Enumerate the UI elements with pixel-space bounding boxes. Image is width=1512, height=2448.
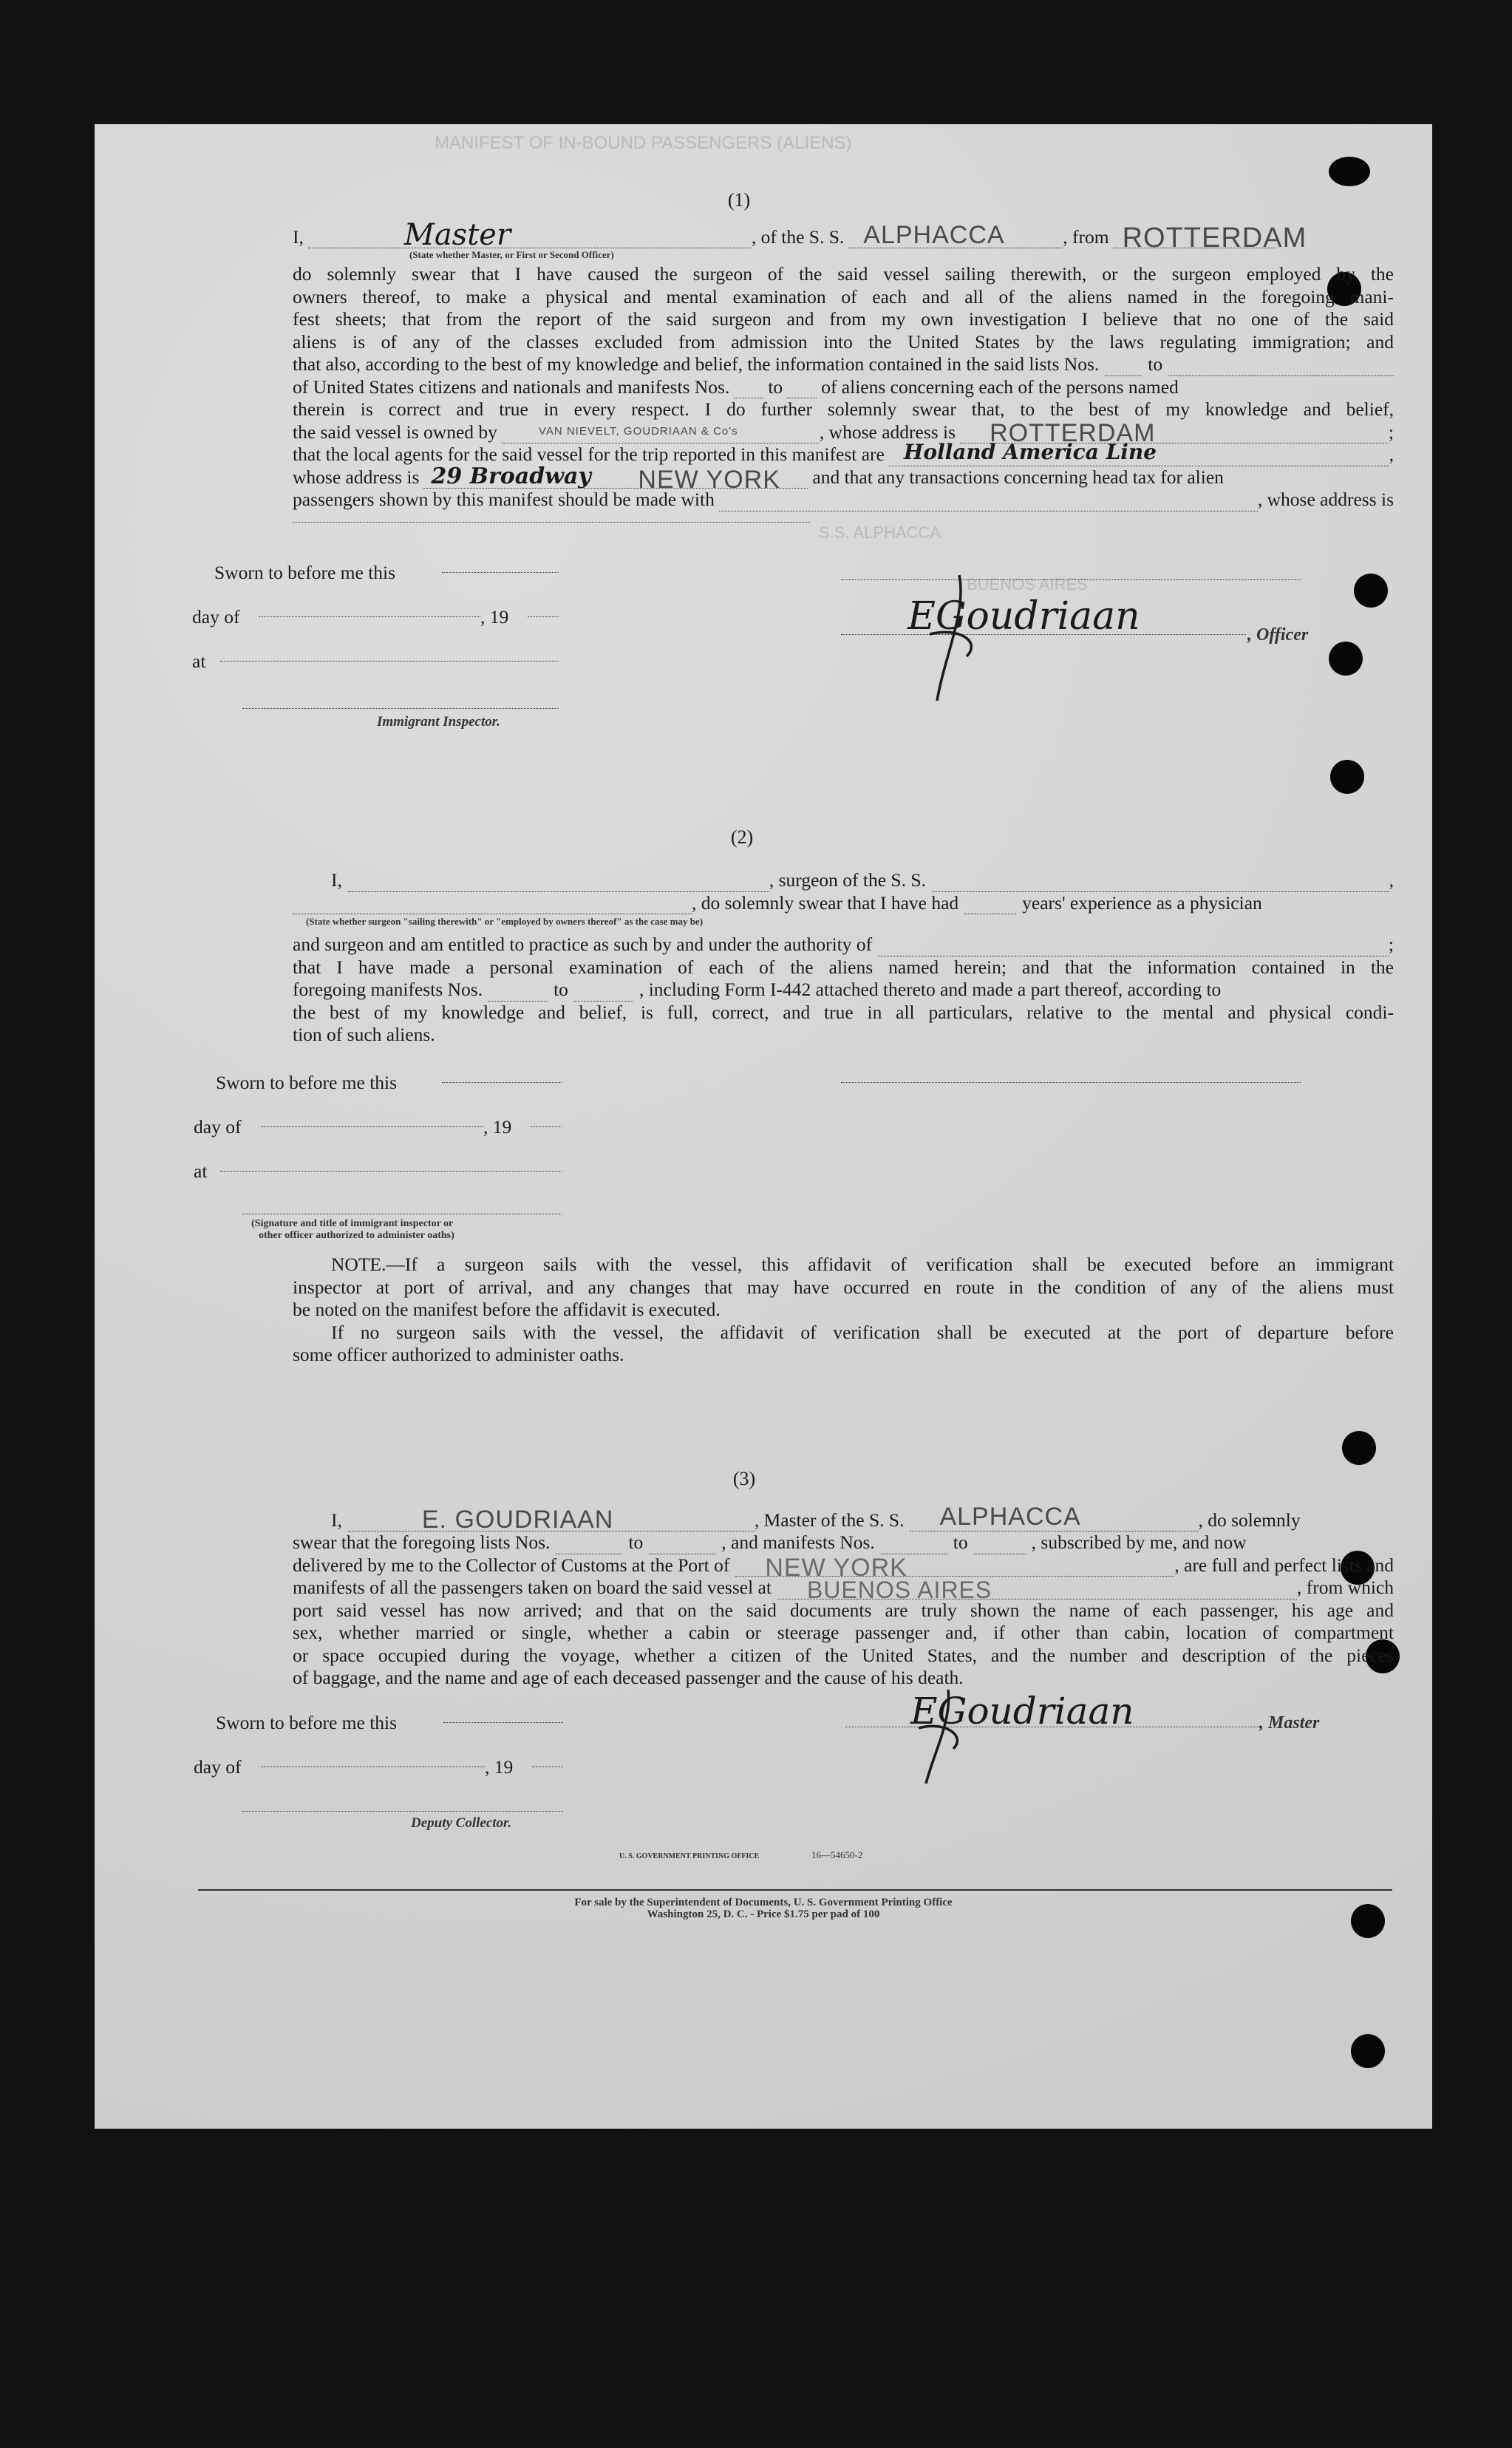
officer-label: , Officer [1247, 625, 1309, 645]
day-of-label-2: day of [194, 1116, 242, 1138]
master-name-field [348, 1505, 755, 1534]
ship-name-field [848, 220, 1063, 249]
section-number-1: (1) [727, 189, 751, 211]
signature-flourish [915, 568, 1004, 708]
signature-note-2a: (Signature and title of immigrant inspector or [251, 1218, 454, 1229]
section-2: I, , surgeon of the S. S. , , do solemnly swear that I have had years' experience as a physician (State whether surgeon "sailing therewith" or "employed by owners thereof" as the case may be) and surgeon and am entitled to practice as such by and under the authority of ; that I have made a personal examination of each of the aliens named herein; and that the information contained in the foregoing manifests Nos. to , including Form I-442 attached thereto and made a part thereof, according to the best of my knowledge and belief, is full, correct, and true in all particulars, relative to the mental and physical condi- tion of such aliens. [293, 869, 1394, 1045]
line-master: I, Master , of the S. S. ALPHACCA , from ROTTERDAM [293, 217, 1307, 254]
agents-handwritten: Holland America Line [903, 440, 1157, 464]
agent-address-field [423, 463, 808, 494]
master-name-stamp: E. GOUDRIAAN [421, 1505, 614, 1534]
deputy-collector-label: Deputy Collector. [411, 1815, 512, 1831]
departure-port-stamp: BUENOS AIRES [806, 1577, 992, 1603]
owner-field [502, 426, 820, 443]
agent-address-stamp: NEW YORK [638, 465, 780, 494]
section-number-2: (2) [730, 826, 754, 848]
form-code: 16—54650-2 [811, 1849, 863, 1860]
signature-note-2b: other officer authorized to administer oaths) [259, 1230, 454, 1241]
bleed-through-text: S.S. ALPHACCA [819, 523, 941, 542]
owner-stamp: VAN NIEVELT, GOUDRIAAN & Co's [538, 424, 738, 438]
section-3: I, E. GOUDRIAAN , Master of the S. S. ALPHACCA , do solemnly swear that the foregoing lists Nos. to , and manifests Nos. to , subscribed by me, and now delivered by me to the Collector of Customs at the Port of NEW YORK , are full and perfect lists and manifests of all the passengers taken on board the said vessel at BUENOS AIRES , from which port said vessel has now arrived; and that on the said documents are truly shown the name of each passenger, his age and sex, whether married or single, whether a cabin or steerage passenger and, if other than cabin, location of compartment or space occupied during the voyage, whether a citizen of the United States, and the number and description of the pieces of baggage, and the name and age of each deceased passenger and the cause of his death. [293, 1502, 1394, 1688]
departure-port-field [777, 1577, 1297, 1603]
ship-name-stamp-3: ALPHACCA [939, 1502, 1081, 1531]
note-paragraph: NOTE.—If a surgeon sails with the vessel, this affidavit of verification shall be executed before an immigrant inspector at port of arrival, and any changes that may have occurred en route in the condition of any of the aliens must be noted on the manifest before the affidavit is executed. If no surgeon sails with the vessel, the affidavit of verification shall be executed at the port of departure before some officer authorized to administer oaths. [293, 1254, 1394, 1365]
year-label-1: , 19 [480, 606, 509, 628]
rank-note: (State whether Master, or First or Second Officer) [409, 249, 614, 260]
manifest-page [95, 124, 1432, 2129]
rank-field [308, 217, 752, 252]
signature-flourish [907, 1684, 989, 1787]
arrival-port-field [735, 1553, 1174, 1582]
at-label-1: at [192, 650, 206, 672]
year-label-3: , 19 [485, 1756, 514, 1778]
day-of-label-1: day of [192, 606, 240, 628]
bleed-through-text: BUENOS AIRES [967, 575, 1088, 594]
immigrant-inspector-label: Immigrant Inspector. [377, 714, 500, 730]
punch-hole [1351, 2034, 1385, 2068]
punch-hole [1330, 760, 1364, 794]
agent-address-handwritten: 29 Broadway [431, 463, 591, 489]
sworn-label-2: Sworn to before me this [216, 1072, 398, 1093]
arrival-port-stamp: NEW YORK [765, 1553, 907, 1582]
sale-note-1: For sale by the Superintendent of Documents, U. S. Government Printing Office [574, 1897, 953, 1908]
punch-hole [1342, 1431, 1376, 1465]
sworn-label-3: Sworn to before me this [216, 1712, 398, 1733]
section-number-3: (3) [732, 1468, 756, 1489]
at-label-2: at [194, 1160, 208, 1182]
ship-name-stamp: ALPHACCA [863, 220, 1005, 249]
sale-note-2: Washington 25, D. C. - Price $1.75 per pad of 100 [647, 1908, 880, 1920]
master-label: , Master [1259, 1713, 1320, 1733]
surgeon-note: (State whether surgeon "sailing therewith" or "employed by owners thereof" as the case may be) [306, 916, 704, 927]
bleed-through-text: MANIFEST OF IN-BOUND PASSENGERS (ALIENS) [435, 133, 852, 153]
punch-hole [1354, 574, 1388, 608]
ship-name-field-3 [910, 1502, 1198, 1531]
punch-hole [1329, 642, 1363, 676]
section-1: I, Master , of the S. S. ALPHACCA , from ROTTERDAM (State whether Master, or First or Second Officer) do solemnly swear that I have caused the surgeon of the said vessel sailing therewith, or the surgeon employed by the owners thereof, to make a physical and mental examination of each and all of the aliens named in the foregoing mani- fest sheets; that from the report of the said surgeon and from my own investigation I believe that no one of the said aliens is of any of the classes excluded from admission into the United States by the laws regulating immigration; and that also, according to the best of my knowledge and belief, the information contained in the said lists Nos. to of United States citizens and nationals and manifests Nos. to of aliens concerning each of the persons named therein is correct and true in every respect. I do further solemnly swear that, to the best of my knowledge and belief, the said vessel is owned by VAN NIEVELT, GOUDRIAAN & Co's , whose address is ROTTERDAM ; that the local agents for the said vessel for the trip reported in this manifest are Holland America Line , whose address is 29 Broadway NEW YORK and that any transactions concerning head tax for alien passengers shown by this manifest should be made with , whose address is [293, 219, 1394, 523]
officer-signature: EGoudriaan [907, 594, 1140, 639]
owner-address-stamp: ROTTERDAM [990, 418, 1156, 447]
master-signature: EGoudriaan [910, 1690, 1134, 1733]
punch-hole [1329, 157, 1370, 186]
rank-handwritten: Master [403, 217, 511, 252]
day-of-label-3: day of [194, 1756, 242, 1778]
year-label-2: , 19 [483, 1116, 512, 1138]
from-port-field [1114, 222, 1307, 254]
gpo-imprint: U. S. GOVERNMENT PRINTING OFFICE [619, 1852, 760, 1860]
agents-field [889, 440, 1389, 466]
from-port-stamp: ROTTERDAM [1122, 222, 1307, 254]
sworn-label-1: Sworn to before me this [214, 562, 396, 583]
